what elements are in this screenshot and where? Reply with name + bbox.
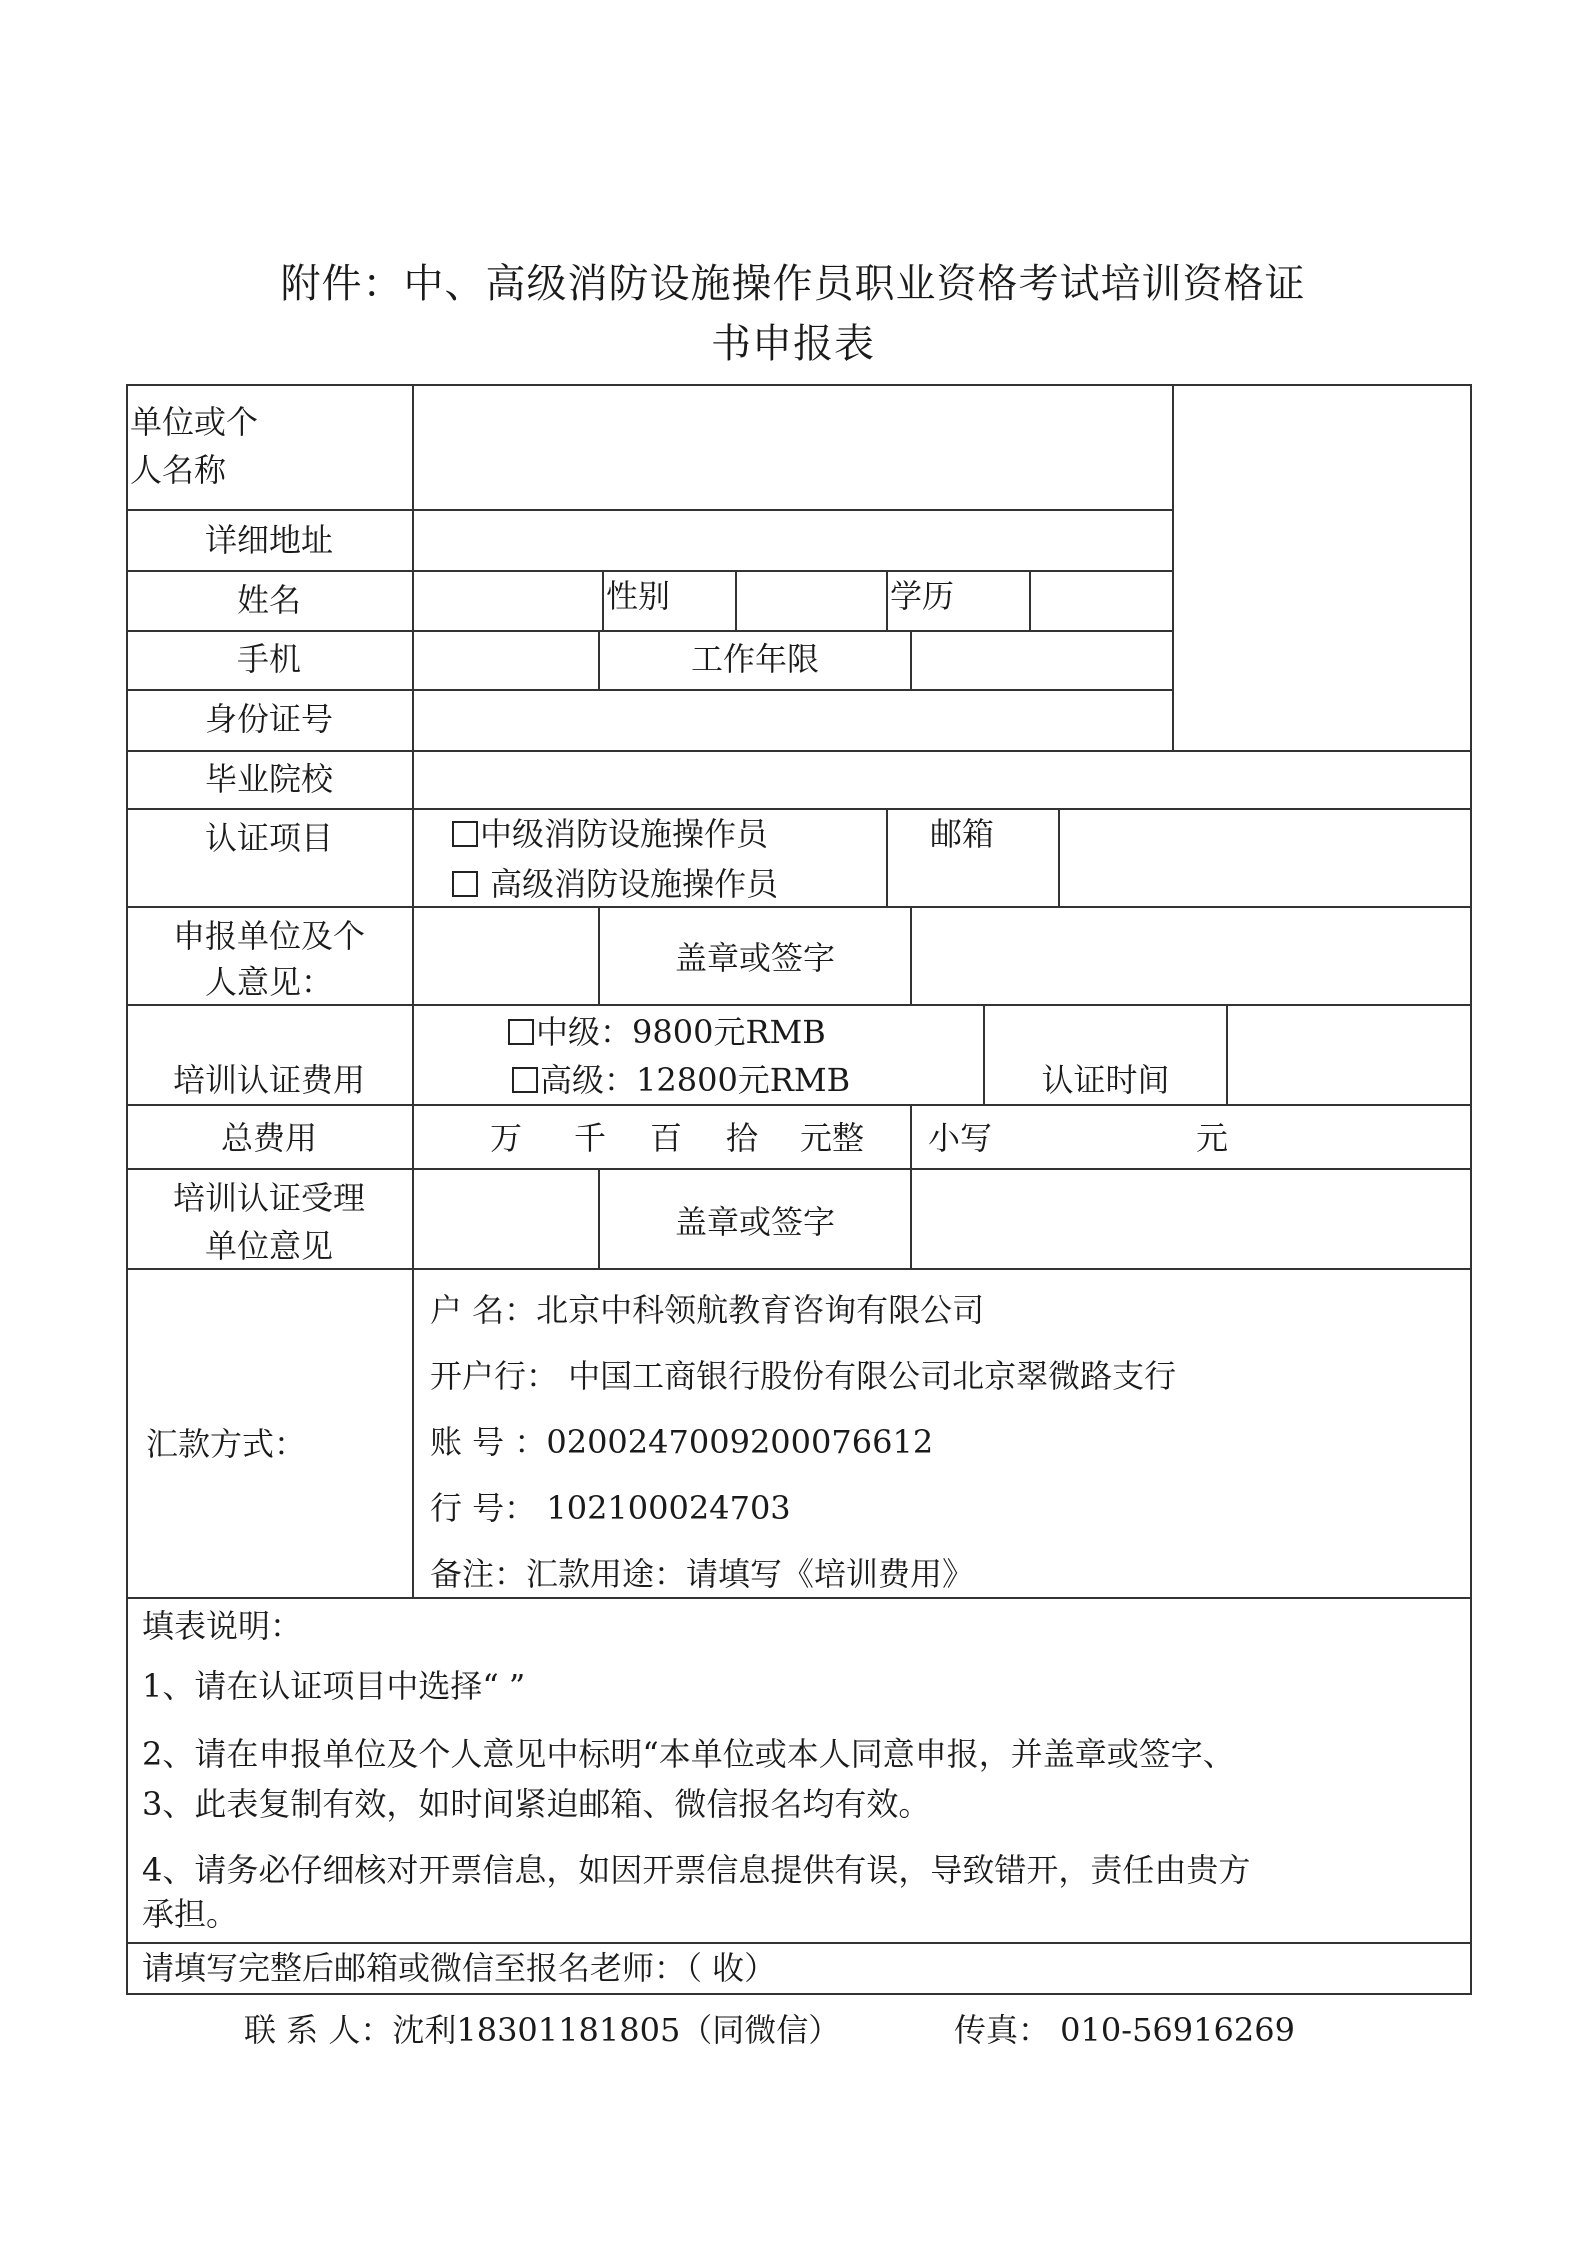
acceptor-opinion-label-2: 单位意见 bbox=[204, 1227, 333, 1265]
acceptor-opinion-label-1: 培训认证受理 bbox=[172, 1179, 365, 1217]
checkbox-icon[interactable] bbox=[452, 821, 478, 847]
total-unit-wan: 万 bbox=[490, 1119, 523, 1157]
total-unit-yuanzheng: 元整 bbox=[800, 1119, 865, 1157]
seal-or-sign-label: 盖章或签字 bbox=[674, 939, 835, 977]
school-label: 毕业院校 bbox=[204, 760, 333, 798]
phone-label: 手机 bbox=[236, 640, 301, 678]
address-field[interactable] bbox=[414, 511, 1170, 568]
work-years-label: 工作年限 bbox=[690, 640, 819, 678]
lowercase-amount-field[interactable] bbox=[1010, 1110, 1190, 1162]
checkbox-icon[interactable] bbox=[512, 1067, 538, 1093]
id-number-label: 身份证号 bbox=[204, 700, 333, 738]
footer-contact: 联 系 人：沈利18301181805（同微信） bbox=[244, 2011, 841, 2049]
remit-bank-no: 行 号： 102100024703 bbox=[430, 1489, 791, 1527]
school-field[interactable] bbox=[414, 752, 1468, 806]
cert-time-label: 认证时间 bbox=[1041, 1061, 1170, 1099]
fee-label: 培训认证费用 bbox=[172, 1061, 365, 1099]
address-label: 详细地址 bbox=[204, 521, 333, 559]
unit-name-label-2: 人名称 bbox=[130, 451, 227, 489]
gender-field[interactable] bbox=[737, 572, 884, 628]
applicant-opinion-label-1: 申报单位及个 bbox=[172, 917, 365, 955]
cert-option-high[interactable]: 高级消防设施操作员 bbox=[452, 868, 778, 900]
total-unit-qian: 千 bbox=[574, 1119, 607, 1157]
education-field[interactable] bbox=[1031, 572, 1170, 628]
acceptor-opinion-field[interactable] bbox=[414, 1170, 596, 1266]
remit-account-name: 户 名：北京中科领航教育咨询有限公司 bbox=[430, 1291, 985, 1329]
instructions-item-4-line2: 承担。 bbox=[142, 1895, 239, 1933]
checkbox-icon[interactable] bbox=[508, 1019, 534, 1045]
work-years-field[interactable] bbox=[912, 632, 1170, 687]
gender-label: 性别 bbox=[606, 577, 671, 615]
email-label: 邮箱 bbox=[930, 815, 995, 853]
instructions-item-4-line1: 4、请务必仔细核对开票信息，如因开票信息提供有误，导致错开，责任由贵方 bbox=[142, 1851, 1251, 1889]
checkbox-icon[interactable] bbox=[452, 871, 478, 897]
name-field[interactable] bbox=[414, 572, 600, 628]
fee-option-high[interactable]: 高级：12800元RMB bbox=[512, 1064, 850, 1096]
photo-area bbox=[1174, 386, 1468, 748]
applicant-opinion-field[interactable] bbox=[414, 908, 596, 1002]
doc-title-line2: 书申报表 bbox=[711, 321, 875, 367]
remit-label: 汇款方式： bbox=[146, 1425, 307, 1463]
instructions-item-3: 3、此表复制有效，如时间紧迫邮箱、微信报名均有效。 bbox=[142, 1785, 931, 1823]
acceptor-seal-field[interactable] bbox=[912, 1170, 1468, 1266]
education-label: 学历 bbox=[890, 577, 955, 615]
doc-title-line1: 附件：中、高级消防设施操作员职业资格考试培训资格证 bbox=[280, 261, 1306, 307]
total-fee-label: 总费用 bbox=[220, 1119, 317, 1157]
cert-time-field[interactable] bbox=[1228, 1006, 1468, 1102]
acceptor-seal-label: 盖章或签字 bbox=[674, 1203, 835, 1241]
total-unit-bai: 百 bbox=[650, 1119, 683, 1157]
cert-item-label: 认证项目 bbox=[204, 819, 333, 857]
instructions-heading: 填表说明： bbox=[142, 1607, 303, 1645]
unit-name-field[interactable] bbox=[414, 386, 1170, 507]
phone-field[interactable] bbox=[414, 632, 596, 687]
unit-name-label-1: 单位或个 bbox=[130, 403, 259, 441]
yuan-label: 元 bbox=[1196, 1119, 1229, 1157]
applicant-seal-field[interactable] bbox=[912, 908, 1468, 1002]
name-label: 姓名 bbox=[236, 581, 301, 619]
submit-note: 请填写完整后邮箱或微信至报名老师：（ 收） bbox=[142, 1949, 777, 1987]
instructions-item-2: 2、请在申报单位及个人意见中标明“本单位或本人同意申报，并盖章或签字、 bbox=[142, 1735, 1235, 1773]
remit-bank: 开户行： 中国工商银行股份有限公司北京翠微路支行 bbox=[430, 1357, 1177, 1395]
id-number-field[interactable] bbox=[414, 691, 1170, 748]
cert-option-mid[interactable]: 中级消防设施操作员 bbox=[452, 818, 768, 850]
remit-account-no: 账 号 ：0200247009200076612 bbox=[430, 1423, 934, 1461]
instructions-item-1: 1、请在认证项目中选择“ ” bbox=[142, 1667, 526, 1705]
fee-option-mid[interactable]: 中级：9800元RMB bbox=[508, 1016, 826, 1048]
remit-note: 备注：汇款用途：请填写《培训费用》 bbox=[430, 1555, 975, 1593]
applicant-opinion-label-2: 人意见： bbox=[204, 963, 333, 1001]
lowercase-label: 小写 bbox=[928, 1119, 993, 1157]
total-unit-shi: 拾 bbox=[726, 1119, 759, 1157]
footer-fax: 传真： 010-56916269 bbox=[954, 2011, 1295, 2049]
email-field[interactable] bbox=[1060, 810, 1468, 904]
